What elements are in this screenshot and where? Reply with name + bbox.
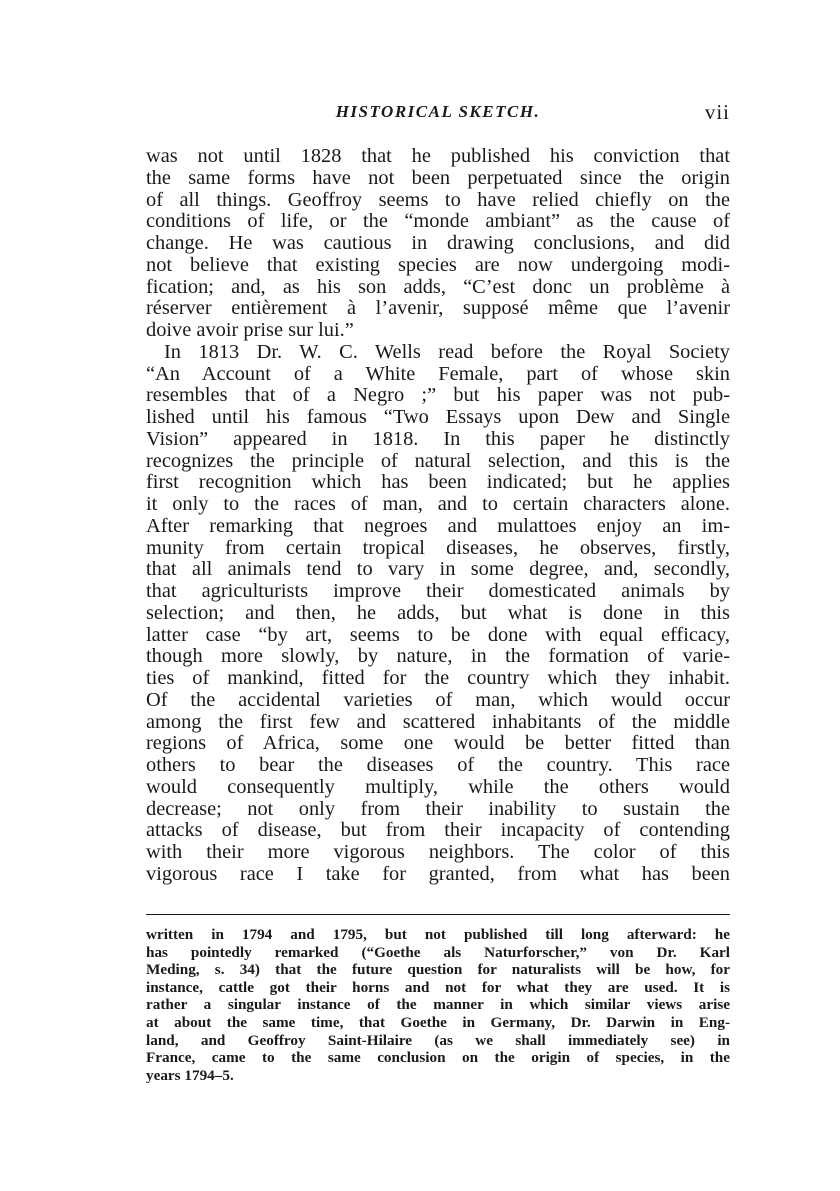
running-head <box>146 100 730 130</box>
footnote-line: instance, cattle got their horns and not for what they are used. It is <box>146 978 730 996</box>
footnote-line: has pointedly remarked (“Goethe als Naturforscher,” von Dr. Karl <box>146 943 730 961</box>
body-line: lished until his famous “Two Essays upon Dew and Single <box>146 406 730 428</box>
footnote-line: France, came to the same conclusion on the origin of species, in the <box>146 1049 730 1067</box>
footnote-line: written in 1794 and 1795, but not published till long afterward: he <box>146 926 730 943</box>
body-line: attacks of disease, but from their incapacity of contending <box>146 819 730 842</box>
body-line: was not until 1828 that he published his conviction that <box>146 145 730 167</box>
body-line: In 1813 Dr. W. C. Wells read before the Royal Society <box>164 340 730 363</box>
footnote <box>146 926 730 1084</box>
footnote-line: Meding, s. 34) that the future question for naturalists will be how, for <box>146 961 730 979</box>
body-text <box>146 146 730 886</box>
body-line: that agriculturists improve their domesticated animals by <box>146 580 730 602</box>
body-line: though more slowly, by nature, in the formation of varie- <box>146 645 730 668</box>
body-line: recognizes the principle of natural selection, and this is the <box>146 449 730 472</box>
body-line: first recognition which has been indicated; but he applies <box>146 471 730 494</box>
body-line: munity from certain tropical diseases, he observes, firstly, <box>146 536 730 559</box>
body-line: with their more vigorous neighbors. The color of this <box>146 841 730 863</box>
body-line: among the first few and scattered inhabitants of the middle <box>146 710 730 733</box>
body-line: it only to the races of man, and to certain characters alone. <box>146 493 730 515</box>
footnote-line: at about the same time, that Goethe in Germany, Dr. Darwin in Eng- <box>146 1013 730 1031</box>
body-line: vigorous race I take for granted, from what has been <box>146 862 730 885</box>
footnote-line: land, and Geoffroy Saint-Hilaire (as we shall immediately see) in <box>146 1031 730 1049</box>
body-line: latter case “by art, seems to be done with equal efficacy, <box>146 623 730 646</box>
body-line: doive avoir prise sur lui.” <box>146 319 354 341</box>
body-line: of all things. Geoffroy seems to have relied chiefly on the <box>146 188 730 211</box>
footnote-line: years 1794–5. <box>146 1066 234 1084</box>
body-line: decrease; not only from their inability to sustain the <box>146 797 730 820</box>
body-line: would consequently multiply, while the others would <box>146 775 730 798</box>
body-line: “An Account of a White Female, part of whose skin <box>146 362 730 385</box>
footnote-line: rather a singular instance of the manner in which similar views arise <box>146 996 730 1014</box>
body-line: the same forms have not been perpetuated since the origin <box>146 166 730 189</box>
body-line: not believe that existing species are now undergoing modi- <box>146 253 730 276</box>
body-line: After remarking that negroes and mulattoes enjoy an im- <box>146 514 730 537</box>
body-line: others to bear the diseases of the country. This race <box>146 754 730 776</box>
body-line: fication; and, as his son adds, “C’est donc un problème à <box>146 275 730 298</box>
body-line: resembles that of a Negro ;” but his paper was not pub- <box>146 384 730 407</box>
body-line: that all animals tend to vary in some degree, and, secondly, <box>146 558 730 581</box>
body-line: ties of mankind, fitted for the country which they inhabit. <box>146 667 730 689</box>
running-title: HISTORICAL SKETCH. <box>335 102 541 121</box>
body-line: selection; and then, he adds, but what is done in this <box>146 601 730 624</box>
footnote-divider <box>146 914 730 915</box>
page-number: vii <box>704 100 730 124</box>
body-line: change. He was cautious in drawing conclusions, and did <box>146 232 730 254</box>
body-line: Of the accidental varieties of man, which would occur <box>146 688 730 711</box>
body-line: réserver entièrement à l’avenir, supposé même que l’avenir <box>146 297 730 320</box>
body-line: Vision” appeared in 1818. In this paper he distinctly <box>146 427 730 450</box>
body-line: conditions of life, or the “monde ambiant” as the cause of <box>146 210 730 233</box>
body-line: regions of Africa, some one would be better fitted than <box>146 732 730 755</box>
